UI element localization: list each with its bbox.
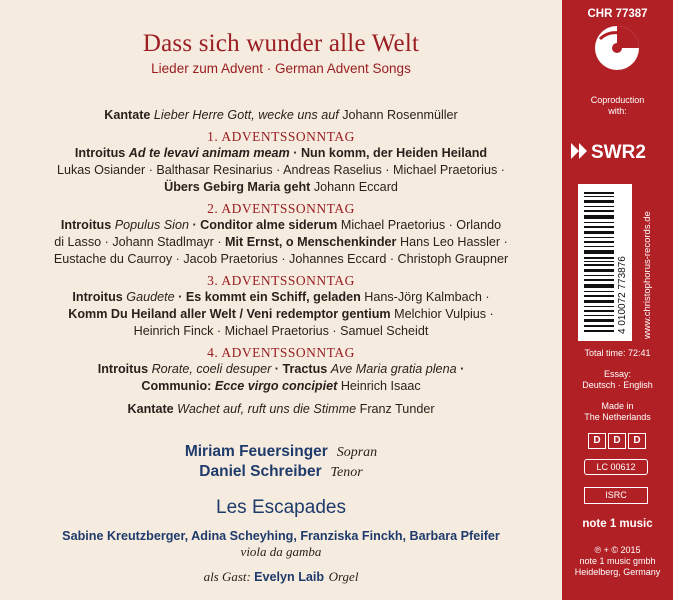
- guest-prefix: als Gast:: [203, 569, 255, 584]
- note1-music-logo: note 1 music: [582, 518, 653, 530]
- program-line: [0, 180, 562, 194]
- made-in-label: Made in: [601, 401, 634, 411]
- work-title: Ecce virgo concipiet: [214, 379, 338, 393]
- work-type: Introitus: [74, 146, 129, 160]
- copyright-line-3: Heidelberg, Germany: [574, 567, 661, 577]
- barcode: [578, 184, 632, 341]
- work-title: Populus Sion: [114, 218, 189, 232]
- program-line-kantate-2: [0, 402, 562, 416]
- coproduction-line-2: with:: [608, 106, 627, 116]
- composer: Michael Praetorius · Orlando: [337, 218, 502, 232]
- work-title: Wachet auf, ruft uns die Stimme: [177, 402, 357, 416]
- program-line: [0, 146, 562, 160]
- coproduction-line-1: Coproduction: [590, 95, 645, 105]
- members-list: Sabine Kreutzberger, Adina Scheyhing, Franziska Finckh, Barbara Pfeifer: [62, 529, 500, 543]
- work-type: · Tractus: [271, 362, 331, 376]
- ddd-badge: [588, 433, 646, 449]
- ddd-letter: D: [608, 433, 626, 449]
- program-line: [0, 362, 562, 376]
- composer: Franz Tunder: [356, 402, 435, 416]
- ensemble-name: [0, 497, 562, 519]
- work-title: · Nun komm, der Heiden Heiland: [289, 146, 488, 160]
- composer: di Lasso · Johann Stadlmayr ·: [54, 235, 226, 249]
- guest-name: Evelyn Laib: [254, 570, 325, 584]
- swr2-label: SWR2: [591, 142, 646, 163]
- composer: Hans-Jörg Kalmbach ·: [360, 290, 490, 304]
- section-heading-4: 4. ADVENTSSONNTAG: [207, 345, 355, 360]
- work-type: Kantate: [127, 402, 178, 416]
- composer: Heinrich Isaac: [337, 379, 421, 393]
- swr2-logo-icon: [569, 138, 664, 164]
- website-text: [640, 184, 654, 341]
- performer-role: Tenor: [330, 465, 363, 480]
- label-sidebar: [562, 0, 673, 600]
- program-line: Lukas Osiander · Balthasar Resinarius · Andreas Raselius · Michael Praetorius ·: [57, 163, 505, 177]
- ensemble-instrument: [0, 543, 562, 561]
- essay-languages: Deutsch · English: [582, 380, 653, 390]
- instrument-label: viola da gamba: [240, 544, 322, 559]
- performer-tenor: [0, 463, 562, 481]
- album-title: Dass sich wunder alle Welt: [142, 30, 420, 57]
- copyright-line-1: ℗ + © 2015: [594, 545, 641, 555]
- christophorus-logo-icon: [594, 25, 640, 71]
- copyright-line-2: note 1 music gmbh: [579, 556, 656, 566]
- work-type: Kantate: [104, 108, 154, 122]
- work-title: Gaudete: [126, 290, 175, 304]
- website-url: www.christophorus-records.de: [642, 211, 653, 339]
- guest-role: Orgel: [328, 569, 359, 584]
- work-title: Lieber Herre Gott, wecke uns auf: [153, 108, 339, 122]
- performer-soprano: [0, 443, 562, 461]
- composer: Johann Rosenmüller: [338, 108, 458, 122]
- section-heading-1: 1. ADVENTSSONNTAG: [207, 129, 355, 144]
- ddd-letter: D: [588, 433, 606, 449]
- made-in-country: The Netherlands: [584, 412, 651, 422]
- work-type: Introitus: [97, 362, 152, 376]
- work-title: Übers Gebirg Maria geht: [164, 180, 311, 194]
- work-title: · Es kommt ein Schiff, geladen: [174, 290, 361, 304]
- program-line: [0, 307, 562, 321]
- program-line: Heinrich Finck · Michael Praetorius · Samuel Scheidt: [133, 324, 429, 338]
- work-type: Introitus: [60, 218, 115, 232]
- work-type: Communio:: [141, 379, 215, 393]
- program-line-kantate-1: [0, 108, 562, 122]
- performer-name: Miriam Feuersinger: [184, 443, 328, 460]
- composer: Melchior Vulpius ·: [390, 307, 494, 321]
- total-time: Total time: 72:41: [584, 348, 651, 358]
- barcode-digits: 4 010072 773876: [617, 256, 628, 334]
- composer: Hans Leo Hassler ·: [396, 235, 508, 249]
- section-heading-3: 3. ADVENTSSONNTAG: [207, 273, 355, 288]
- section-heading-2: 2. ADVENTSSONNTAG: [207, 201, 355, 216]
- work-title: Komm Du Heiland aller Welt / Veni redemptor gentium: [68, 307, 391, 321]
- performer-role: Sopran: [336, 445, 378, 460]
- work-type: Introitus: [72, 290, 127, 304]
- program-line: [0, 379, 562, 393]
- composer: Johann Eccard: [310, 180, 398, 194]
- program-line: [0, 290, 562, 304]
- work-title: Mit Ernst, o Menschenkinder: [225, 235, 397, 249]
- guest-line: [0, 568, 562, 586]
- performer-name: Daniel Schreiber: [199, 463, 322, 480]
- program-line: Eustache du Caurroy · Jacob Praetorius · Johannes Eccard · Christoph Graupner: [53, 252, 509, 266]
- work-title: · Conditor alme siderum: [188, 218, 338, 232]
- program-line: [0, 235, 562, 249]
- essay-label: Essay:: [603, 369, 631, 379]
- work-title: Ad te levavi animam meam: [128, 146, 290, 160]
- ddd-letter: D: [628, 433, 646, 449]
- separator: ·: [456, 362, 465, 376]
- work-title: Rorate, coeli desuper: [151, 362, 272, 376]
- album-subtitle: Lieder zum Advent · German Advent Songs: [151, 61, 411, 76]
- work-title: Ave Maria gratia plena: [330, 362, 457, 376]
- label-code: LC 00612: [584, 459, 648, 475]
- catalog-number: CHR 77387: [587, 8, 648, 20]
- ensemble-title: Les Escapades: [216, 497, 346, 518]
- program-line: [0, 218, 562, 232]
- isrc-badge: ISRC: [584, 487, 648, 504]
